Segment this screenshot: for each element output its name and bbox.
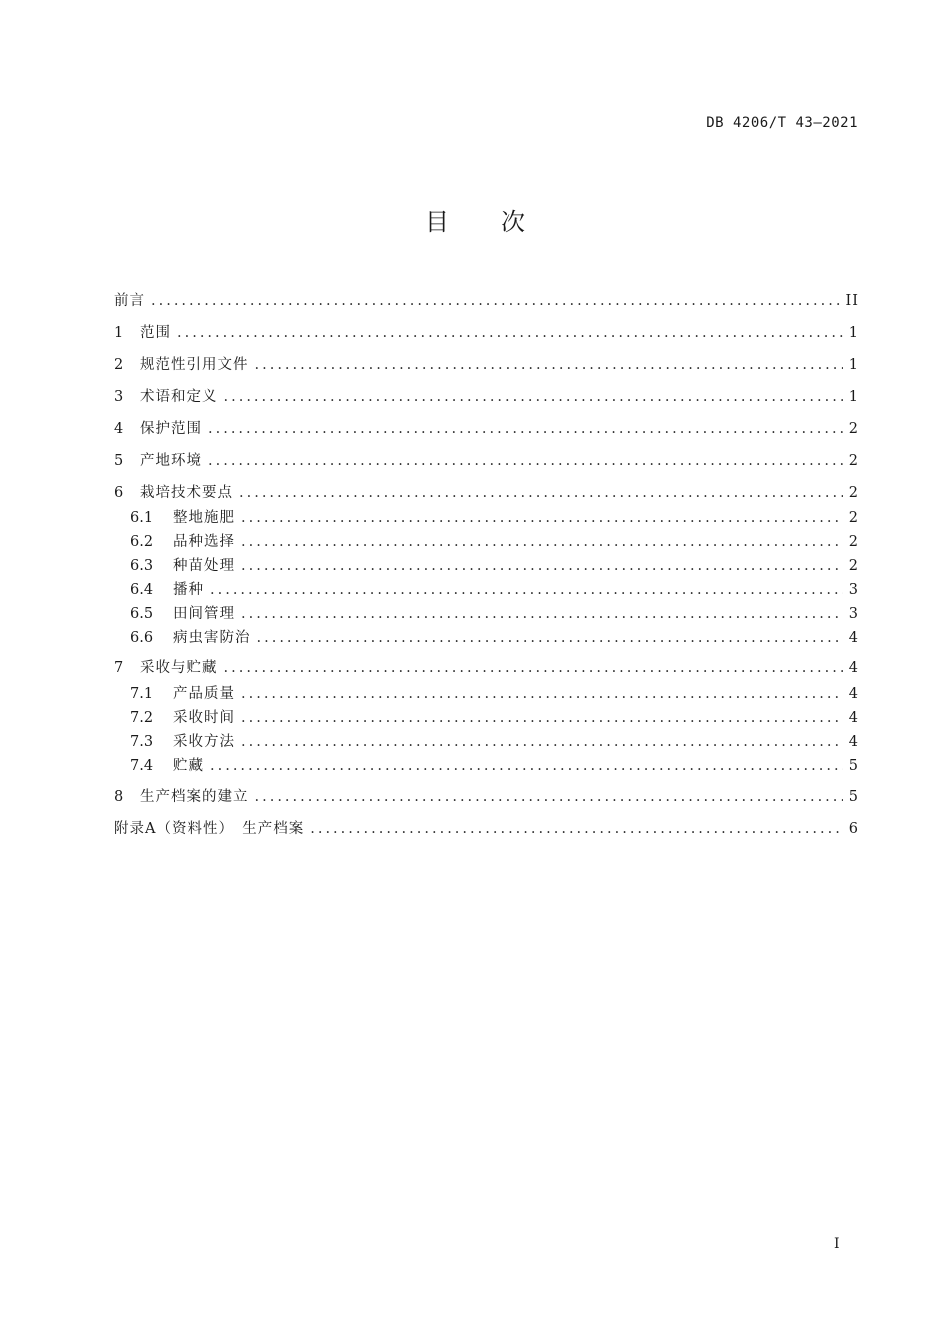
toc-entry-page: 3 (848, 606, 859, 622)
toc-leader-dots (208, 421, 843, 437)
toc-entry-label: 播种 (173, 582, 204, 598)
toc-leader-dots (177, 325, 843, 341)
toc-entry-number: 6.2 (130, 534, 154, 550)
title-char-2: 次 (501, 208, 525, 236)
toc-subentry[interactable] (114, 602, 859, 626)
toc-entry-page: 2 (848, 558, 859, 574)
toc-entry-page: 3 (848, 582, 859, 598)
toc-leader-dots (239, 485, 843, 501)
toc-entry-label: 产地环境 (140, 453, 202, 469)
toc-leader-dots (210, 758, 843, 774)
toc-entry-page: 4 (848, 710, 859, 726)
toc-subentry[interactable] (114, 530, 859, 554)
toc-entry-page: 5 (848, 789, 859, 805)
toc-entry-page: 4 (848, 686, 859, 702)
toc-entry-page: 2 (848, 534, 859, 550)
toc-subentry[interactable] (114, 578, 859, 602)
toc-entry[interactable] (114, 817, 859, 849)
toc-entry-label: 产品质量 (173, 686, 235, 702)
toc-entry-page: 5 (848, 758, 859, 774)
toc-entry-page: 6 (848, 821, 859, 837)
toc-leader-dots (208, 453, 843, 469)
page-title (0, 202, 950, 237)
toc-entry-page: 2 (848, 453, 859, 469)
toc-leader-dots (257, 630, 843, 646)
toc-entry-label: 范围 (140, 325, 171, 341)
toc-leader-dots (241, 606, 843, 622)
document-code: DB 4206/T 43—2021 (706, 115, 858, 131)
toc-entry-number: 2 (114, 357, 124, 373)
toc-entry[interactable] (114, 289, 859, 321)
toc-entry[interactable] (114, 481, 859, 506)
toc-leader-dots (210, 582, 843, 598)
toc-entry-number: 4 (114, 421, 124, 437)
toc-entry-number: 3 (114, 389, 124, 405)
toc-subentry[interactable] (114, 626, 859, 656)
toc-entry[interactable] (114, 353, 859, 385)
toc-leader-dots (241, 686, 843, 702)
toc-entry-page: 1 (848, 389, 859, 405)
toc-entry-number: 7.4 (130, 758, 154, 774)
toc-entry-number: 7.2 (130, 710, 154, 726)
toc-entry-number: 7.3 (130, 734, 154, 750)
toc-subentry[interactable] (114, 554, 859, 578)
toc-entry-number: 7.1 (130, 686, 154, 702)
toc-entry-label: 栽培技术要点 (140, 485, 233, 501)
toc-entry-number: 1 (114, 325, 124, 341)
toc-entry-label: 品种选择 (173, 534, 235, 550)
toc-entry-number: 6.4 (130, 582, 154, 598)
toc-entry-label: 贮藏 (173, 758, 204, 774)
toc-entry-label: 规范性引用文件 (140, 357, 249, 373)
toc-subentry[interactable] (114, 682, 859, 706)
toc-leader-dots (224, 660, 843, 676)
toc-entry-number: 6.6 (130, 630, 154, 646)
toc-entry[interactable] (114, 417, 859, 449)
toc-entry-label: 采收与贮藏 (140, 660, 218, 676)
toc-entry[interactable] (114, 785, 859, 817)
toc-leader-dots (310, 821, 843, 837)
toc-entry-number: 6.1 (130, 510, 154, 526)
toc-entry-number: 8 (114, 789, 124, 805)
toc-entry-page: 4 (848, 660, 859, 676)
toc-leader-dots (241, 534, 843, 550)
toc-entry[interactable] (114, 321, 859, 353)
toc-entry[interactable] (114, 385, 859, 417)
toc-entry-label: 附录A（资料性） 生产档案 (114, 821, 305, 837)
toc-entry-label: 采收时间 (173, 710, 235, 726)
toc-entry-label: 保护范围 (140, 421, 202, 437)
toc-entry-label: 整地施肥 (173, 510, 235, 526)
toc-entry[interactable] (114, 449, 859, 481)
page-number: I (834, 1236, 840, 1252)
toc-entry-page: 2 (848, 485, 859, 501)
toc-leader-dots (151, 293, 840, 309)
toc-subentry[interactable] (114, 706, 859, 730)
toc-entry-number: 7 (114, 660, 124, 676)
toc-entry-page: 2 (848, 421, 859, 437)
toc-entry-number: 6.3 (130, 558, 154, 574)
toc-entry-number: 6 (114, 485, 124, 501)
toc-entry-label: 种苗处理 (173, 558, 235, 574)
toc-entry-label: 采收方法 (173, 734, 235, 750)
toc-entry-page: II (845, 293, 859, 309)
table-of-contents (114, 289, 859, 849)
toc-leader-dots (241, 558, 843, 574)
toc-subentry[interactable] (114, 506, 859, 530)
toc-entry-page: 4 (848, 630, 859, 646)
toc-entry-label: 术语和定义 (140, 389, 218, 405)
toc-leader-dots (241, 710, 843, 726)
title-char-1: 目 (425, 208, 449, 236)
toc-leader-dots (224, 389, 843, 405)
toc-leader-dots (255, 789, 843, 805)
toc-entry-page: 4 (848, 734, 859, 750)
toc-subentry[interactable] (114, 754, 859, 785)
toc-entry-label: 前言 (114, 293, 145, 309)
toc-leader-dots (255, 357, 843, 373)
toc-entry-number: 6.5 (130, 606, 154, 622)
toc-entry-page: 1 (848, 325, 859, 341)
toc-entry[interactable] (114, 656, 859, 682)
toc-entry-label: 田间管理 (173, 606, 235, 622)
toc-leader-dots (241, 510, 843, 526)
toc-leader-dots (241, 734, 843, 750)
toc-entry-number: 5 (114, 453, 124, 469)
toc-entry-page: 1 (848, 357, 859, 373)
toc-entry-label: 生产档案的建立 (140, 789, 249, 805)
toc-entry-label: 病虫害防治 (173, 630, 251, 646)
toc-entry-page: 2 (848, 510, 859, 526)
toc-subentry[interactable] (114, 730, 859, 754)
